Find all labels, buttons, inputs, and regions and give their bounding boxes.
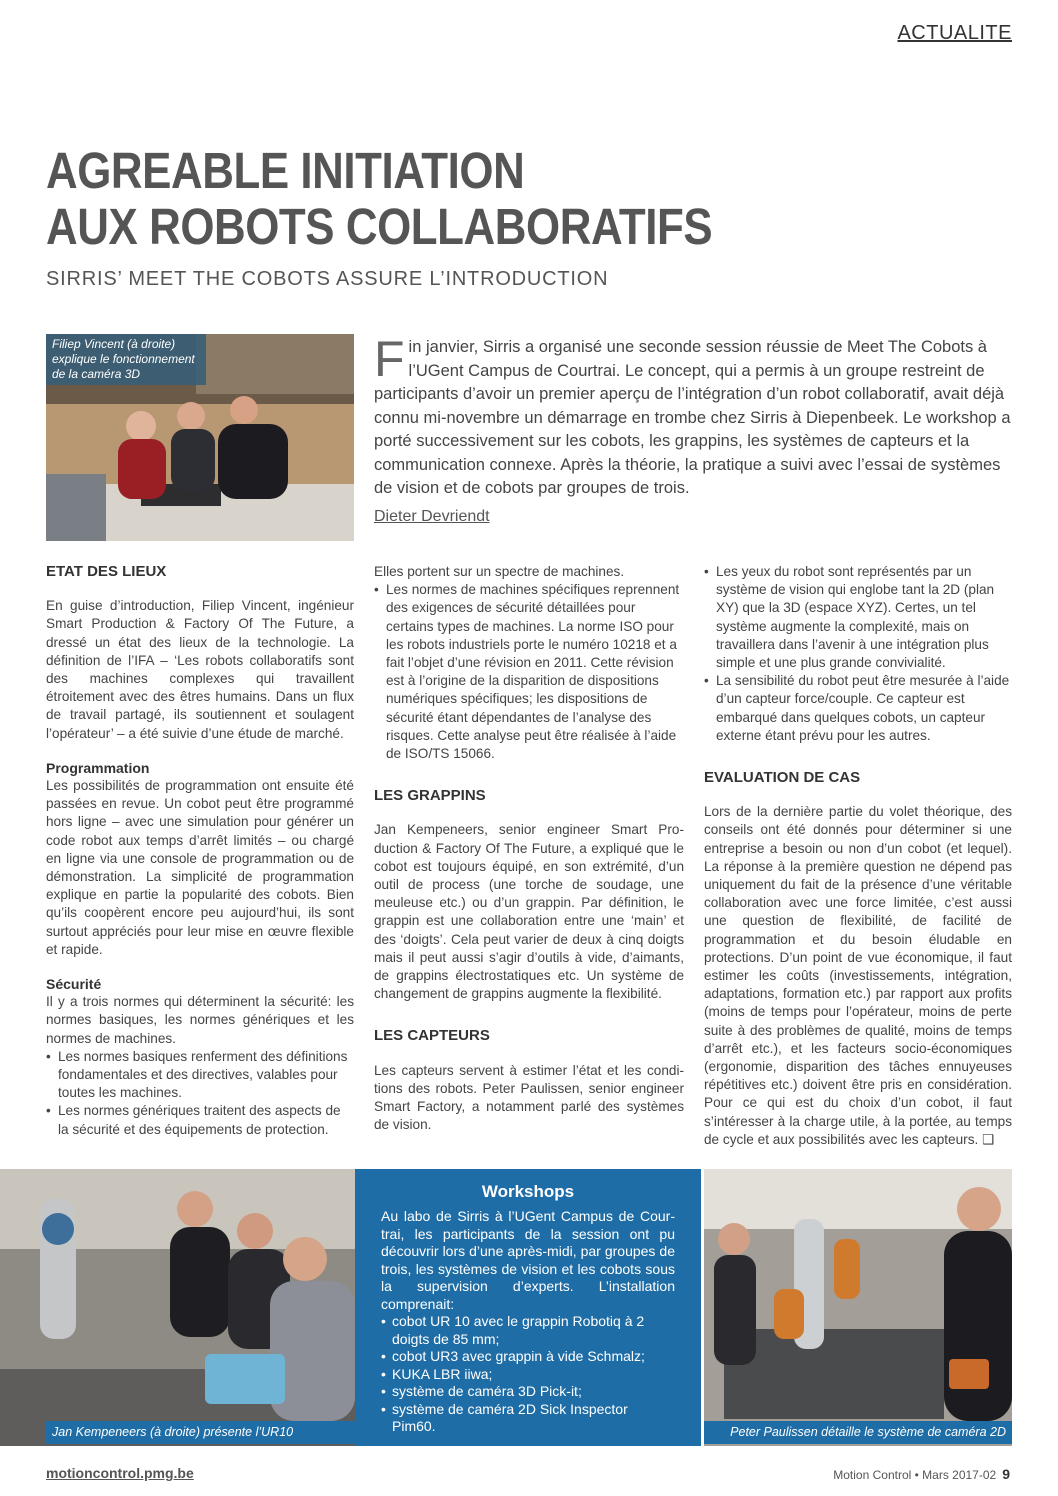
paragraph-les-capteurs: Les capteurs servent à estimer l’état et les conditions des robots. Peter Paulissen, senior engineer Smart Factory, a notamment parlé des systèmes de vision.	[374, 1062, 684, 1133]
title-line-1: AGREABLE INITIATION	[46, 142, 525, 199]
photo-caption-bottom-left: Jan Kempeneers (à droite) présente l’UR10	[46, 1421, 355, 1444]
heading-les-capteurs: LES CAPTEURS	[374, 1027, 490, 1045]
title-line-2: AUX ROBOTS COLLABORATIFS	[46, 198, 713, 255]
heading-programmation: Programmation	[46, 759, 150, 776]
article-subtitle: SIRRIS’ MEET THE COBOTS ASSURE L’INTRODUCTION	[46, 268, 609, 290]
end-mark-icon: ❑	[982, 1131, 995, 1147]
column-2	[374, 563, 684, 1134]
column-3	[704, 563, 1012, 1149]
paragraph-etat-des-lieux: En guise d’introduction, Filiep Vincent, ingénieur Smart Production & Factory Of The Future, a dressé un état des lieux de la technologie. La définition de l’IFA – ‘Les robots collaboratifs sont des machines complexes qui travaillent étroitement avec des êtres humains. Dans un flux de travail partagé, ils soutiennent et soulagent l’opérateur’ – a été suivie d’une étude de marché.	[46, 598, 354, 741]
heading-etat-des-lieux: ETAT DES LIEUX	[46, 563, 167, 580]
photo-ur10-image	[0, 1169, 355, 1446]
photo-caption-top: Filiep Vincent (à droite) explique le fonctionnement de la caméra 3D	[46, 334, 206, 385]
paragraph-continuation: Elles portent sur un spectre de machines.	[374, 564, 625, 579]
paragraph-evaluation-de-cas	[704, 803, 1012, 1149]
list-item: • cobot UR 10 avec le grappin Robotiq à 2 doigts de 85 mm;	[381, 1313, 675, 1348]
list-item: • Les normes de machines spécifiques reprennent des exigences de sécurité détaillées pour certains types de machines. La norme ISO pour les robots industriels porte le numéro 10218 et a fait l’objet d’une révision en 2011. Cette révision est à l’origine de la disparition de dispositions numériques spécifiques; les dispositions de sécurité étant dépendantes de l’analyse des risques. Cette analyse peut être réalisée à l’aide de ISO/TS 15066.	[374, 581, 684, 763]
workshops-intro: Au labo de Sirris à l’UGent Campus de Courtrai, les participants de la session ont pu découvrir lors d’une après-midi, par groupes de trois, les systèmes de vision et les cobots sous la supervision d’experts. L’installation comprenait:	[381, 1208, 675, 1312]
section-tag: ACTUALITE	[897, 22, 1012, 44]
paragraph-securite: Il y a trois normes qui déterminent la sécurité: les normes basiques, les normes génériques et les normes de machines.	[46, 994, 354, 1046]
photo-caption-bottom-right: Peter Paulissen détaille le système de caméra 2D	[704, 1421, 1012, 1444]
photo-camera-3d	[46, 334, 354, 541]
footer-issue-info	[833, 1466, 1010, 1482]
photo-camera-2d	[704, 1169, 1012, 1446]
paragraph-programmation: Les possibilités de programmation ont ensuite été passées en revue. Un cobot peut être programmé hors ligne – avec une simulation pour générer un code robot aux temps d’arrêt limités – ou chargé en ligne via une console de programmation ou de démonstration. La simplicité de programmation explique en partie la popularité des cobots. Bien qu’ils coopèrent encore peu aujourd’hui, ils sont surtout appréciés pour leur mise en œuvre flexible et rapide.	[46, 778, 354, 957]
normes-bullet-list	[374, 581, 684, 763]
list-item: • KUKA LBR iiwa;	[381, 1366, 675, 1384]
heading-les-grappins: LES GRAPPINS	[374, 787, 486, 805]
footer-website-link[interactable]: motioncontrol.pmg.be	[46, 1465, 194, 1481]
page-number: 9	[1002, 1466, 1010, 1482]
list-item: • cobot UR3 avec grappin à vide Schmalz;	[381, 1348, 675, 1366]
list-item: • Les yeux du robot sont représentés par un système de vision qui englobe tant la 2D (plan XY) que la 3D (espace XYZ). Certes, un tel système augmente la complexité, mais on travaillera dans l’avenir à une intégration plus simple et une plus grande convivialité.	[704, 563, 1012, 672]
drop-cap: F	[374, 331, 405, 387]
capteurs-bullet-list	[704, 563, 1012, 745]
author-byline: Dieter Devriendt	[374, 508, 490, 525]
article-title	[46, 143, 712, 255]
list-item: • système de caméra 3D Pick-it;	[381, 1383, 675, 1401]
paragraph-les-grappins: Jan Kempeneers, senior engineer Smart Production & Factory Of The Future, a expliqué que le cobot est toujours équipé, en son extrémité, d’un outil de process (une torche de soudage, une meuleuse etc.) ou d’un grappin. Par définition, le grappin est une collaboration entre une ‘main’ et des ‘doigts’. Cela peut varier de deux à cinq doigts mais il peut aussi s’agir d’outils à vide, d’aimants, de grappins électrostatiques etc. Un système de changement de grappins augmente la flexibilité.	[374, 822, 684, 1002]
lead-text: in janvier, Sirris a organisé une seconde session réussie de Meet The Cobots à l’UGent Campus de Courtrai. Le concept, qui a permis à un groupe restreint de participants d’avoir un premier aperçu de l’intégration d’un robot collaboratif, avait déjà connu mi-novembre un démarrage en trombe chez Sirris à Diepenbeek. Le workshop a porté successivement sur les cobots, les grappins, les systèmes de capteurs et la communication connexe. Après la théorie, la pratique a suivi avec l’essai de systèmes de vision et de cobots par groupes de trois.	[374, 338, 1011, 497]
workshops-box	[355, 1169, 701, 1446]
heading-securite: Sécurité	[46, 976, 102, 993]
list-item: • Les normes génériques traitent des aspects de la sécurité et des équipements de protection.	[46, 1102, 354, 1138]
list-item: • La sensibilité du robot peut être mesurée à l’aide d’un capteur force/couple. Ce capteur est embarqué dans quelques cobots, un capteur externe étant prévu pour les autres.	[704, 672, 1012, 745]
list-item: • Les normes basiques renferment des définitions fondamentales et des directives, valables pour toutes les machines.	[46, 1048, 354, 1103]
workshops-list	[381, 1313, 675, 1436]
photo-camera-2d-image	[704, 1169, 1012, 1446]
column-1	[46, 563, 354, 1139]
workshops-title: Workshops	[481, 1182, 575, 1201]
heading-evaluation-de-cas: EVALUATION DE CAS	[704, 769, 861, 787]
list-item: • système de caméra 2D Sick Inspector Pim60.	[381, 1401, 675, 1436]
footer-magazine: Motion Control • Mars 2017-02	[833, 1468, 997, 1482]
evaluation-text: Lors de la dernière partie du volet théorique, des conseils ont été donnés pour déterminer si une entreprise a besoin ou non d’un cobot (et lequel). La réponse à la première question ne dépend pas uniquement du fait de la présence d’une véritable collaboration avec une force limitée, c’est aussi une question de flexibilité, de facilité de programmation et du besoin éludable en protections. D’un point de vue économique, il faut estimer les coûts (investissements, intégration, adaptations, formation etc.) par rapport aux profits (moins de temps pour l’opérateur, moins de perte suite à des problèmes de qualité, moins de temps d’arrêt etc.), et les facteurs socio-économiques (ergonomie, disparition des tâches ennuyeuses répétitives etc.) doivent être pris en considération. Pour ce qui est du choix d’un cobot, il faut s’intéresser à la charge utile, à la portée, au temps de cycle et aux possibilités avec les capteurs.	[704, 804, 1012, 1147]
securite-bullet-list	[46, 1048, 354, 1139]
lead-paragraph	[374, 331, 1014, 501]
photo-ur10	[0, 1169, 355, 1446]
